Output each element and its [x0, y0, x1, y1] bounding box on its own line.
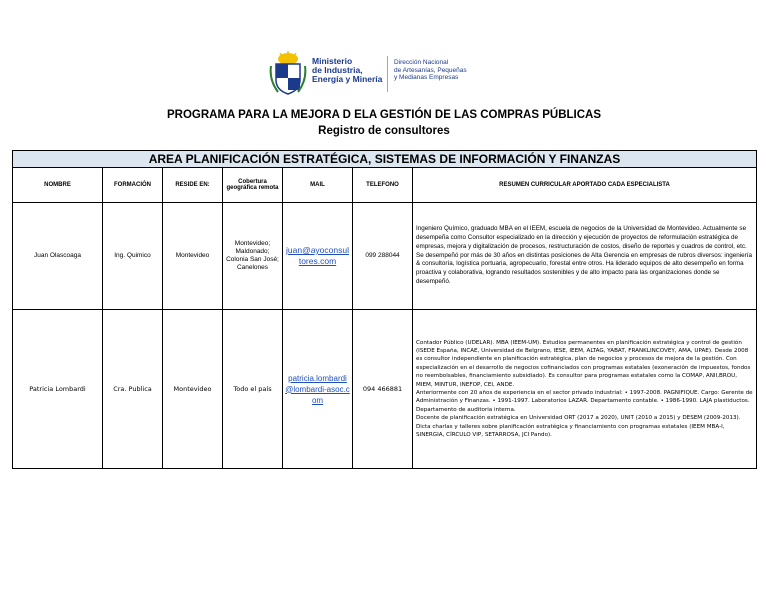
logo-separator — [387, 56, 388, 92]
col-header-mail: MAIL — [283, 168, 353, 203]
cell-cobertura: Montevideo; Maldonado; Colonia San José; Canelones — [223, 203, 283, 310]
cell-reside: Montevideo — [163, 203, 223, 310]
cell-mail-link[interactable]: juan@ayoconsultores.com — [283, 203, 353, 310]
direccion-name: Dirección Nacional de Artesanías, Pequeñas y Medianas Empresas — [394, 59, 467, 81]
page-title: PROGRAMA PARA LA MEJORA D ELA GESTIÓN DE LAS COMPRAS PÚBLICAS — [166, 109, 602, 121]
cell-telefono: 094 466881 — [353, 310, 413, 469]
col-header-resumen: RESUMEN CURRICULAR APORTADO CADA ESPECIALISTA — [413, 168, 757, 203]
table-row — [13, 203, 757, 310]
cell-telefono: 099 288044 — [353, 203, 413, 310]
col-header-nombre: NOMBRE — [13, 168, 103, 203]
cell-nombre: Juan Olascoaga — [13, 203, 103, 310]
cell-resumen: Ingeniero Químico, graduado MBA en el IEEM, escuela de negocios de la Universidad de Montevideo. Actualmente se desempeña como Consultor especializado en la dirección y ejecución de proyectos de reformulación estratégica de empresas, mejora y digitalización de procesos, restructuración de costos, diseño de reportes y cuadros de control, etc. Se desempeñó por más de 30 años en distintas posiciones de Alta Gerencia en empresas de rubros diversos: ingeniería & consultoría, logística portuaria, agropecuario, forestal entre otros. Ha liderado equipos de alto desempeño en forma proactiva y colaborativa, logrando resultados sostenibles y de alto impacto para las organizaciones donde se desempeñó. — [413, 203, 757, 310]
col-header-telefono: TELEFONO — [353, 168, 413, 203]
table-header-row — [13, 168, 757, 203]
table-row — [13, 310, 757, 469]
ministry-name: Ministerio de Industria, Energía y Minería — [312, 56, 383, 84]
cell-mail-link[interactable]: patricia.lombardi@lombardi-asoc.com — [283, 310, 353, 469]
col-header-formacion: FORMACIÓN — [103, 168, 163, 203]
cell-resumen: Contador Público (UDELAR). MBA (IEEM-UM). Estudios permanentes en planificación estratégica y control de gestión (ISEDE España, INCAE, Universidad de Belgrano, IESE, IEEM, ALTAG, YABAT, FRANKLINCOVEY, AMA, UPAE). Desde 2008 es consultor independiente en planificación estratégica, plan de negocios y procesos de mejora de la gestión. Con especialización en el desarrollo de negocios cofinanciados con programas estatales (exoneración de impuestos, fondos no reembolsables, financiamiento subsidiado). Es consultor para programas estatales como la COMAP, ANII,BROU, MIEM, MINTUR, INEFOP, CEI, ANDE. Anteriormente con 20 años de experiencia en el sector privado industrial: • 1997-2008. PAGNIFIQUE. Cargo: Gerente de Administración y Finanzas. • 1991-1997. Laboratorios LAZAR. Departamento contable. • 1986-1990. LAJA plastiductos. Departamento de auditoria interna. Docente de planificación estratégica en Universidad ORT (2017 a 2020), UNIT (2010 a 2015) y DESEM (2009-2013). Dicta charlas y talleres sobre planificación estratégica y financiamiento con programas estatales (IEEM MBA-I, SINERGIA, CÍRCULO VIP, SETARROSA, JCI Pando). — [413, 310, 757, 469]
page-subtitle: Registro de consultores — [318, 125, 450, 137]
cell-reside: Montevideo — [163, 310, 223, 469]
cell-formacion: Ing. Quimico — [103, 203, 163, 310]
ministry-logo — [268, 50, 478, 100]
col-header-reside: RESIDE EN: — [163, 168, 223, 203]
cell-nombre: Patricia Lombardi — [13, 310, 103, 469]
area-header: AREA PLANIFICACIÓN ESTRATÉGICA, SISTEMAS DE INFORMACIÓN Y FINANZAS — [13, 151, 757, 168]
consultants-table — [12, 150, 757, 469]
cell-formacion: Cra. Publica — [103, 310, 163, 469]
col-header-cobertura: Cobertura geográfica remota — [223, 168, 283, 203]
cell-cobertura: Todo el país — [223, 310, 283, 469]
uruguay-coat-of-arms-icon — [268, 50, 308, 96]
